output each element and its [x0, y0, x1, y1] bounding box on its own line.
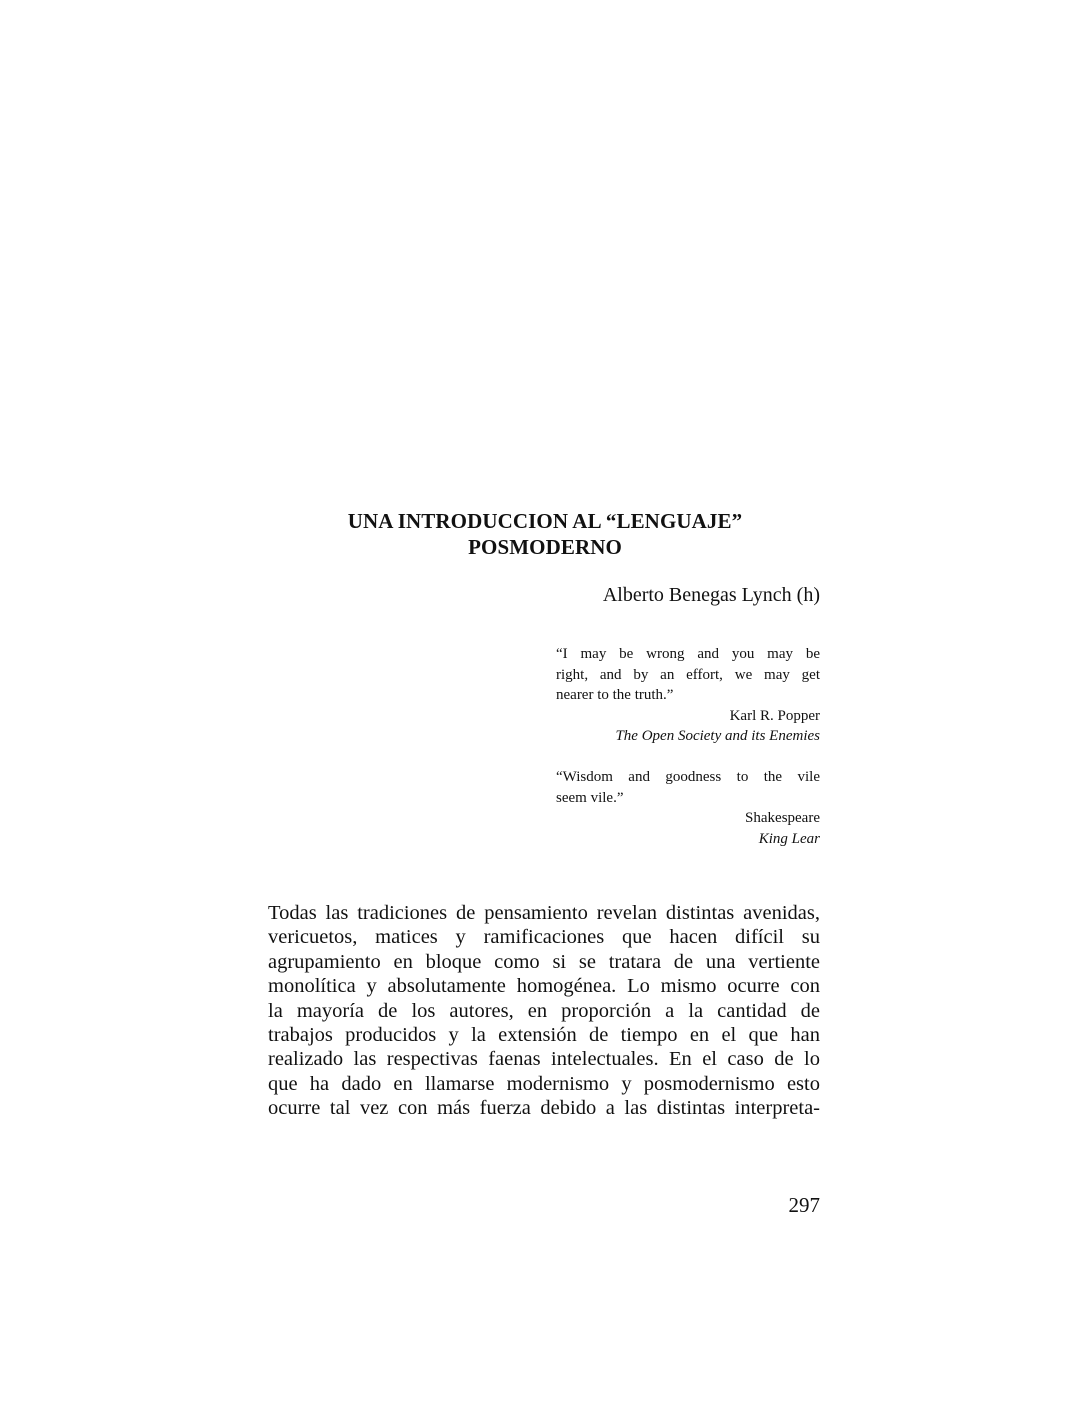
body-line: monolítica y absolutamente homogénea. Lo mismo ocurre con [268, 975, 820, 998]
epigraph-quote-line: seem vile.” [556, 789, 624, 806]
body-paragraph [268, 901, 820, 1121]
article-title-line-2: POSMODERNO [468, 535, 622, 559]
body-line: que ha dado en llamarse modernismo y posmodernismo esto [268, 1072, 820, 1095]
body-line: Todas las tradiciones de pensamiento revelan distintas avenidas, [268, 902, 820, 924]
epigraph-work-title: King Lear [758, 830, 820, 847]
body-line: la mayoría de los autores, en proporción a la cantidad de [268, 999, 820, 1022]
author-name: Alberto Benegas Lynch (h) [602, 584, 820, 606]
article-title-line-1: UNA INTRODUCCION AL “LENGUAJE” [347, 509, 743, 533]
epigraph-attribution: Karl R. Popper [729, 707, 820, 724]
epigraph-work-title: The Open Society and its Enemies [615, 728, 820, 744]
epigraph-attribution: Shakespeare [745, 810, 820, 826]
epigraph-quote-line: “Wisdom and goodness to the vile [556, 769, 820, 785]
body-line: trabajos producidos y la extensión de tiempo en el que han [268, 1024, 820, 1047]
body-line: realizado las respectivas faenas intelectuales. En el caso de lo [268, 1048, 820, 1071]
article-title [270, 508, 820, 560]
page-number: 297 [788, 1193, 820, 1217]
epigraph-quote-line: “I may be wrong and you may be [556, 646, 820, 662]
epigraph-popper [556, 644, 820, 747]
epigraph-shakespeare [556, 767, 820, 849]
body-line: agrupamiento en bloque como si se tratara de una vertiente [268, 950, 820, 973]
body-line: vericuetos, matices y ramificaciones que hacen difícil su [268, 926, 820, 949]
body-line: ocurre tal vez con más fuerza debido a las distintas interpreta- [268, 1097, 820, 1120]
epigraph-quote-line: nearer to the truth.” [556, 687, 674, 703]
epigraph-quote-line: right, and by an effort, we may get [556, 666, 820, 683]
